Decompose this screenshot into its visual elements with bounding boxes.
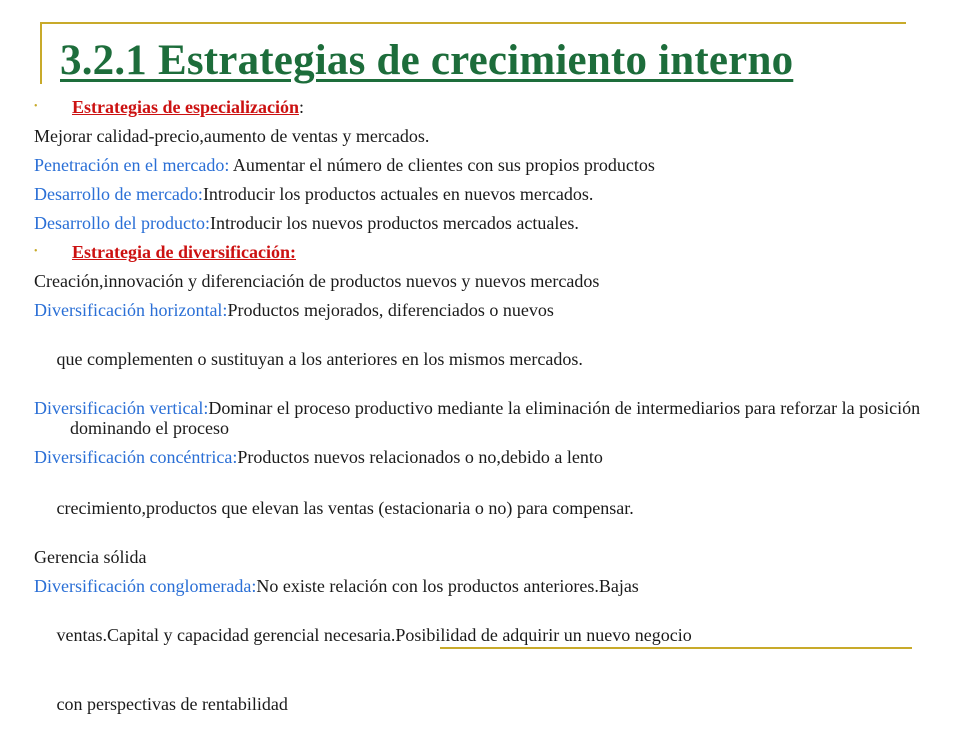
left-rule (40, 22, 42, 84)
top-rule (40, 22, 906, 24)
bottom-rule (440, 647, 912, 649)
text-line (34, 547, 946, 567)
line-text: No existe relación con los productos anteriores.Bajas (256, 576, 639, 596)
text-line (34, 447, 946, 467)
term-vertical: Diversificación vertical: (34, 398, 209, 418)
slide-title: 3.2.1 Estrategias de crecimiento interno (60, 37, 794, 84)
line-text: ventas.Capital y capacidad gerencial necesaria.Posibilidad de adquirir un nuevo negocio (52, 625, 692, 645)
line-text: Mejorar calidad-precio,aumento de ventas y mercados. (34, 126, 430, 146)
line-text: Introducir los nuevos productos mercados actuales. (209, 213, 579, 233)
text-line (34, 271, 946, 291)
text-line (34, 478, 946, 538)
term-desarrollo-mercado: Desarrollo de mercado: (34, 184, 203, 204)
line-text: Productos nuevos relacionados o no,debido a lento (237, 447, 603, 467)
text-line (34, 213, 946, 233)
term-penetracion: Penetración en el mercado: (34, 155, 230, 175)
line-text: Gerencia sólida (34, 547, 147, 567)
bullet-diversification (34, 242, 946, 262)
bullet-icon: • (34, 101, 38, 112)
text-line (34, 184, 946, 204)
text-line (34, 576, 946, 596)
line-text: crecimiento,productos que elevan las ventas (estacionaria o no) para compensar. (52, 498, 634, 518)
line-text: con perspectivas de rentabilidad (52, 694, 288, 714)
line-text: Introducir los productos actuales en nuevos mercados. (202, 184, 594, 204)
heading-colon: : (298, 97, 304, 117)
line-text: Creación,innovación y diferenciación de productos nuevos y nuevos mercados (34, 271, 600, 291)
term-horizontal: Diversificación horizontal: (34, 300, 228, 320)
line-text: Dominar el proceso productivo mediante la eliminación de intermediarios para reforzar la posición dominando el proceso (70, 398, 921, 438)
text-line (34, 329, 946, 389)
text-line (34, 674, 946, 734)
text-line (34, 126, 946, 146)
term-desarrollo-producto: Desarrollo del producto: (34, 213, 210, 233)
line-text: Productos mejorados, diferenciados o nuevos (227, 300, 554, 320)
text-line (34, 398, 946, 438)
line-text: que complementen o sustituyan a los anteriores en los mismos mercados. (52, 349, 583, 369)
term-conglomerada: Diversificación conglomerada: (34, 576, 257, 596)
heading-diversification: Estrategia de diversificación: (72, 242, 296, 262)
bullet-specialization (34, 97, 946, 117)
text-line (34, 300, 946, 320)
text-line (34, 155, 946, 175)
heading-specialization: Estrategias de especialización (72, 97, 299, 117)
bullet-icon: • (34, 246, 38, 257)
term-concentrica: Diversificación concéntrica: (34, 447, 238, 467)
line-text: Aumentar el número de clientes con sus propios productos (229, 155, 655, 175)
text-line (34, 605, 946, 665)
